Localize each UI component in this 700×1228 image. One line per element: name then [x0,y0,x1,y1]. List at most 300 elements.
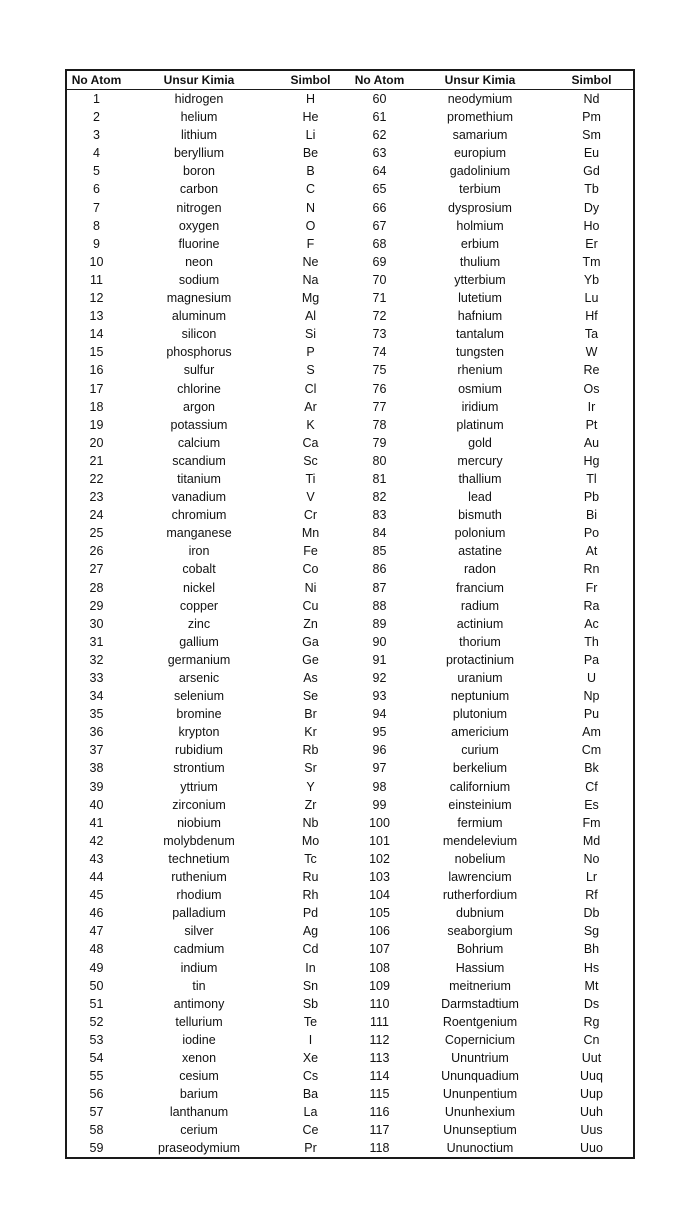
atomic-number-left: 57 [89,1105,104,1120]
table-row [67,524,633,542]
atomic-number-left: 3 [93,128,100,143]
atomic-number-right: 108 [369,960,390,975]
element-name-right: mercury [457,453,503,468]
symbol-right: Ac [584,616,599,631]
symbol-right: Fr [585,580,598,595]
table-row [67,271,633,289]
atomic-number-left: 36 [89,725,104,740]
element-name-left: fluorine [178,236,220,251]
symbol-right: Pb [583,490,600,505]
table-row [67,542,633,560]
atomic-number-left: 16 [89,363,104,378]
atomic-number-left: 52 [89,1014,104,1029]
element-name-right: lutetium [458,291,502,306]
atomic-number-left: 53 [89,1032,104,1047]
atomic-number-right: 62 [372,128,387,143]
symbol-left: He [302,110,319,125]
element-name-left: nickel [183,580,215,595]
atomic-number-right: 95 [372,725,387,740]
element-name-right: promethium [447,110,513,125]
element-name-left: manganese [166,526,232,541]
element-name-left: rubidium [175,743,223,758]
atomic-number-left: 17 [89,381,104,396]
atomic-number-right: 114 [369,1069,390,1084]
atomic-number-right: 87 [372,580,387,595]
atomic-number-left: 54 [89,1050,104,1065]
symbol-left: V [306,490,315,505]
atomic-number-right: 110 [369,996,390,1011]
table-row [67,597,633,615]
element-name-right: plutonium [452,707,508,722]
element-name-left: phosphorus [166,345,232,360]
atomic-number-right: 84 [372,526,387,541]
atomic-number-left: 21 [89,453,104,468]
atomic-number-right: 112 [369,1032,390,1047]
element-name-right: lawrencium [448,870,512,885]
symbol-left: Br [304,707,317,722]
atomic-number-right: 63 [372,146,387,161]
element-name-right: Ununtrium [451,1050,509,1065]
table-row [67,253,633,271]
element-name-left: neon [185,254,213,269]
atomic-number-right: 73 [372,327,387,342]
element-name-right: bismuth [458,508,502,523]
atomic-number-right: 89 [372,616,387,631]
element-name-right: nobelium [454,851,506,866]
symbol-right: Bi [585,508,598,523]
atomic-number-right: 115 [369,1087,390,1102]
symbol-right: Sg [583,924,600,939]
element-name-right: dysprosium [448,200,512,215]
table-row [67,886,633,904]
symbol-right: Gd [583,164,600,179]
table-body [67,90,633,1158]
atomic-number-left: 24 [89,508,104,523]
atomic-number-left: 31 [89,634,104,649]
element-name-left: gallium [179,634,219,649]
atomic-number-right: 96 [372,743,387,758]
element-name-left: cerium [180,1123,218,1138]
symbol-left: Zr [304,797,317,812]
atomic-number-left: 20 [89,435,104,450]
element-name-left: hidrogen [174,92,224,106]
symbol-left: Ag [302,924,319,939]
element-name-left: bromine [176,707,222,722]
symbol-right: Lr [585,870,598,885]
atomic-number-left: 25 [89,526,104,541]
atomic-number-left: 55 [89,1069,104,1084]
atomic-number-right: 105 [369,906,390,921]
symbol-left: La [303,1105,318,1120]
symbol-right: Ho [583,218,600,233]
element-name-left: cobalt [182,562,216,577]
symbol-right: Rn [583,562,600,577]
table-row [67,796,633,814]
element-name-right: einsteinium [448,797,512,812]
element-name-right: astatine [458,544,502,559]
atomic-number-right: 70 [372,272,387,287]
element-name-right: dubnium [456,906,504,921]
symbol-left: C [305,182,316,197]
table-row [67,687,633,705]
symbol-left: Fe [303,544,318,559]
table-row [67,416,633,434]
element-name-left: niobium [177,815,221,830]
symbol-left: Ru [302,870,319,885]
table-row [67,162,633,180]
symbol-right: Md [582,833,601,848]
atomic-number-right: 104 [369,888,390,903]
atomic-number-left: 39 [89,779,104,794]
atomic-number-right: 79 [372,435,387,450]
symbol-right: Au [583,435,600,450]
atomic-number-left: 49 [89,960,104,975]
table-row [67,307,633,325]
element-name-left: selenium [173,689,225,704]
header-row [67,71,633,90]
table-row [67,669,633,687]
atomic-number-left: 40 [89,797,104,812]
element-name-left: argon [183,399,215,414]
atomic-number-right: 77 [372,399,387,414]
symbol-right: Uuh [580,1105,603,1120]
atomic-number-left: 11 [90,272,103,287]
symbol-left: Pr [304,1141,317,1156]
element-name-right: actinium [456,616,504,631]
atomic-number-right: 99 [372,797,387,812]
symbol-left: Ba [302,1087,319,1102]
symbol-right: Ds [583,996,600,1011]
atomic-number-right: 118 [369,1141,390,1156]
element-name-left: potassium [170,417,228,432]
element-name-right: fermium [457,815,503,830]
element-name-right: iridium [461,399,499,414]
atomic-number-left: 47 [89,924,104,939]
symbol-right: Sm [582,128,601,143]
atomic-number-right: 72 [372,309,387,324]
atomic-number-left: 43 [89,851,104,866]
atomic-number-right: 88 [372,598,387,613]
atomic-number-left: 37 [89,743,104,758]
atomic-number-left: 6 [93,182,100,197]
atomic-number-right: 103 [369,870,390,885]
table-row [67,1049,633,1067]
element-name-right: californium [449,779,511,794]
element-name-left: oxygen [178,218,220,233]
atomic-number-right: 107 [369,942,390,957]
table-row [67,922,633,940]
element-name-right: erbium [460,236,500,251]
element-name-left: xenon [181,1050,217,1065]
symbol-right: Am [582,725,601,740]
table-row [67,343,633,361]
atomic-number-left: 58 [89,1123,104,1138]
symbol-right: Rg [583,1014,600,1029]
symbol-right: Pa [583,652,600,667]
element-name-left: silver [184,924,214,939]
atomic-number-right: 98 [372,779,387,794]
symbol-left: Cs [302,1069,319,1084]
header-atomic-number-right: No Atom [349,71,410,90]
symbol-left: Se [302,689,319,704]
symbol-right: At [585,544,598,559]
element-name-right: radon [464,562,496,577]
symbol-left: Be [302,146,319,161]
atomic-number-left: 56 [89,1087,104,1102]
element-name-left: calcium [177,435,221,450]
element-name-left: silicon [181,327,217,342]
element-name-left: zinc [187,616,211,631]
symbol-left: Cd [302,942,319,957]
atomic-number-right: 82 [372,490,387,505]
symbol-right: Nd [583,92,600,106]
table-row [67,180,633,198]
table-row [67,434,633,452]
symbol-left: Li [305,128,316,143]
atomic-number-left: 41 [89,815,104,830]
element-name-left: molybdenum [163,833,235,848]
symbol-right: Hg [583,453,600,468]
atomic-number-right: 109 [369,978,390,993]
element-name-left: iron [188,544,210,559]
atomic-number-right: 83 [372,508,387,523]
table-row [67,488,633,506]
symbol-right: Fm [582,815,601,830]
symbol-left: B [306,164,315,179]
symbol-right: U [586,671,597,685]
element-name-right: americium [451,725,509,740]
atomic-number-right: 71 [372,291,387,306]
atomic-number-left: 46 [89,906,104,921]
symbol-right: Db [583,906,600,921]
symbol-left: Nb [302,815,319,830]
atomic-number-right: 117 [369,1123,390,1138]
element-name-left: magnesium [166,291,232,306]
element-name-right: Ununpentium [442,1087,518,1102]
symbol-right: Uup [580,1087,603,1102]
table-row [67,1103,633,1121]
symbol-right: Tb [584,182,599,197]
atomic-number-right: 97 [372,761,387,776]
element-name-right: thallium [458,471,502,486]
symbol-left: Cl [304,381,317,396]
element-name-right: hafnium [457,309,503,324]
table-row [67,289,633,307]
symbol-right: Pu [583,707,600,722]
element-name-right: thorium [459,634,501,649]
element-name-right: Darmstadtium [441,996,519,1011]
atomic-number-left: 48 [89,942,104,957]
symbol-left: Zn [303,616,318,631]
symbol-right: Uuq [580,1069,603,1084]
element-name-right: Ununoctium [446,1141,514,1156]
element-name-left: palladium [172,906,226,921]
atomic-number-right: 66 [372,200,387,215]
table-row [67,90,633,109]
symbol-left: Mn [301,526,320,541]
table-row [67,868,633,886]
symbol-right: Ta [584,327,599,342]
symbol-left: N [305,200,316,215]
header-atomic-number-left: No Atom [67,71,126,90]
symbol-right: Pt [585,417,598,432]
symbol-left: F [306,236,315,251]
table-row [67,1031,633,1049]
element-name-left: beryllium [173,146,224,161]
element-name-left: aluminum [171,309,227,324]
atomic-number-left: 12 [89,291,104,306]
symbol-left: Cu [302,598,319,613]
table-row [67,199,633,217]
symbol-right: Tl [586,471,597,486]
element-name-right: holmium [456,218,504,233]
atomic-number-right: 65 [372,182,387,197]
atomic-number-left: 32 [89,652,104,667]
symbol-left: Tc [304,851,317,866]
atomic-number-left: 22 [89,471,104,486]
atomic-number-right: 80 [372,453,387,468]
atomic-number-left: 35 [89,707,104,722]
symbol-right: Bk [584,761,599,776]
symbol-left: Ce [302,1123,319,1138]
element-name-right: francium [456,580,504,595]
symbol-left: Ni [304,580,317,595]
atomic-number-right: 76 [372,381,387,396]
element-table [67,71,633,1158]
element-name-right: Ununhexium [444,1105,516,1120]
element-name-left: praseodymium [158,1141,240,1156]
table-row [67,579,633,597]
atomic-number-right: 74 [372,345,387,360]
table-row [67,705,633,723]
element-name-right: tantalum [456,327,504,342]
header-element-name-right: Unsur Kimia [410,71,550,90]
atomic-number-right: 100 [369,815,390,830]
element-name-right: lead [468,490,492,505]
atomic-number-left: 5 [93,164,100,179]
symbol-right: Np [583,689,600,704]
table-row [67,741,633,759]
symbol-left: Xe [302,1050,319,1065]
element-name-left: carbon [179,182,219,197]
symbol-left: Mo [301,833,320,848]
atomic-number-left: 27 [89,562,104,577]
element-name-left: sulfur [183,363,215,378]
symbol-right: Uut [581,1050,602,1065]
atomic-number-right: 102 [369,851,390,866]
table-row [67,1139,633,1157]
element-name-right: curium [461,743,499,758]
symbol-right: Cf [585,779,598,794]
element-name-left: ruthenium [171,870,227,885]
element-name-right: berkelium [452,761,508,776]
atomic-number-right: 69 [372,254,387,269]
atomic-number-left: 42 [89,833,104,848]
table-row [67,904,633,922]
element-name-left: iodine [182,1032,216,1047]
atomic-number-left: 19 [89,417,104,432]
symbol-left: P [306,345,315,360]
element-name-right: uranium [457,671,503,685]
table-row [67,108,633,126]
table-row [67,940,633,958]
element-name-left: vanadium [171,490,227,505]
symbol-left: Ge [302,652,319,667]
table-row [67,452,633,470]
symbol-left: In [305,960,316,975]
atomic-number-left: 45 [89,888,104,903]
symbol-right: Hf [585,309,598,324]
element-name-left: tin [192,978,206,993]
element-name-left: sodium [178,272,220,287]
element-name-left: copper [179,598,219,613]
table-row [67,235,633,253]
symbol-right: Re [583,363,600,378]
atomic-number-right: 61 [372,110,387,125]
table-row [67,778,633,796]
symbol-right: Po [583,526,600,541]
atomic-number-left: 4 [93,146,100,161]
element-name-right: mendelevium [442,833,518,848]
symbol-right: Lu [584,291,599,306]
header-symbol-left: Simbol [272,71,349,90]
table-row [67,325,633,343]
symbol-right: Mt [584,978,599,993]
symbol-right: Cn [583,1032,600,1047]
symbol-right: Er [585,236,598,251]
element-name-right: platinum [456,417,504,432]
atomic-number-right: 67 [372,218,387,233]
table-row [67,1013,633,1031]
symbol-right: Os [583,381,600,396]
atomic-number-left: 26 [89,544,104,559]
atomic-number-right: 68 [372,236,387,251]
element-name-left: cadmium [173,942,225,957]
atomic-number-left: 30 [89,616,104,631]
table-row [67,398,633,416]
atomic-number-left: 13 [89,309,104,324]
atomic-number-left: 34 [89,689,104,704]
symbol-right: Cm [581,743,602,758]
atomic-number-right: 106 [369,924,390,939]
symbol-left: O [305,218,316,233]
symbol-left: Ne [302,254,319,269]
element-name-right: osmium [458,381,502,396]
table-row [67,470,633,488]
atomic-number-right: 91 [372,652,387,667]
atomic-number-left: 59 [89,1141,104,1156]
symbol-right: Dy [583,200,600,215]
symbol-right: W [585,345,598,360]
atomic-number-left: 1 [93,92,100,106]
element-table-frame [65,69,635,1159]
atomic-number-right: 60 [372,92,387,106]
symbol-left: Ar [304,399,317,414]
atomic-number-right: 101 [369,833,390,848]
atomic-number-right: 78 [372,417,387,432]
element-name-right: meitnerium [449,978,511,993]
symbol-right: Bh [583,942,600,957]
atomic-number-left: 28 [89,580,104,595]
atomic-number-left: 8 [93,218,100,233]
symbol-left: Ca [302,435,319,450]
atomic-number-left: 29 [89,598,104,613]
atomic-number-right: 111 [369,1014,389,1029]
table-row [67,832,633,850]
table-row [67,506,633,524]
symbol-left: Sn [302,978,319,993]
symbol-right: Es [584,797,599,812]
